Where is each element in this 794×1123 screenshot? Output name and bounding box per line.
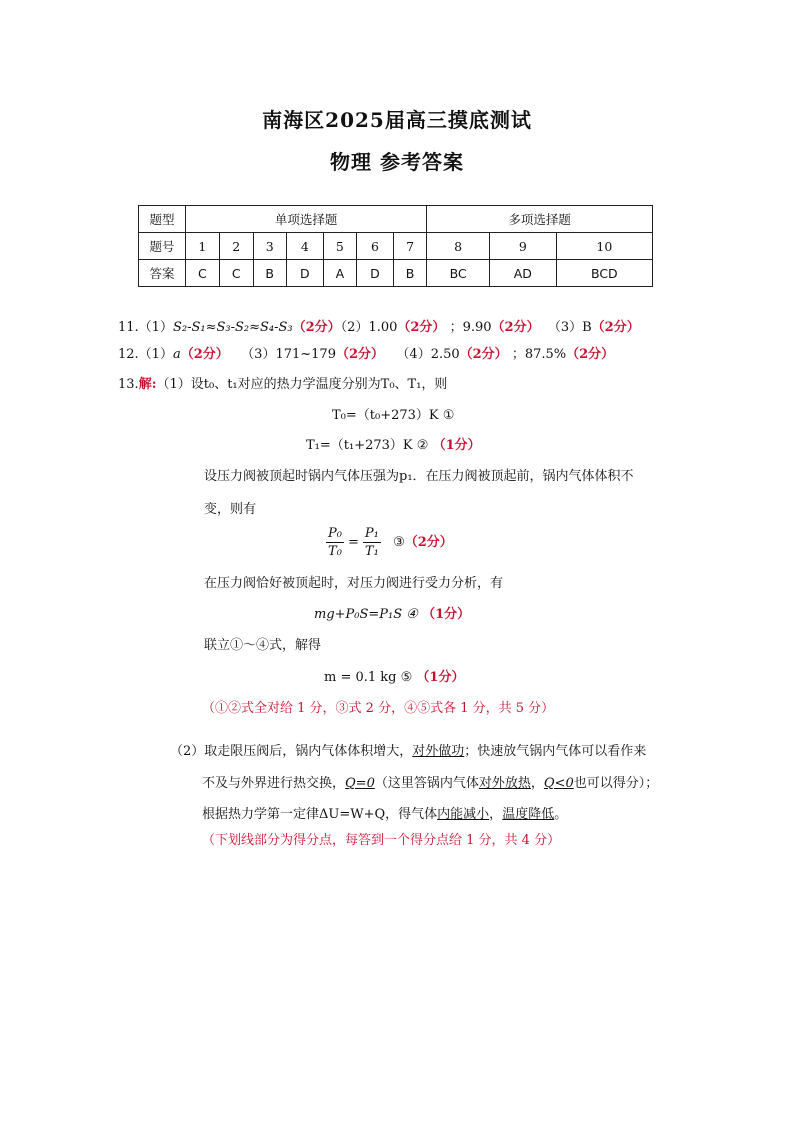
multi-choice-header: 多项选择题 <box>427 206 653 233</box>
score-badge: （1分） <box>432 438 481 453</box>
fraction-denominator: T₀ <box>328 544 342 559</box>
question-number: 6 <box>357 233 394 260</box>
text-span: （2）取走限压阀后，锅内气体体积增大， <box>170 744 413 759</box>
q11-expression: S₂-S₁≈S₃-S₂≈S₄-S₃ <box>172 320 293 335</box>
scoring-point: 内能减小 <box>437 807 490 822</box>
fraction <box>363 525 381 560</box>
table-row <box>139 206 653 233</box>
single-choice-header: 单项选择题 <box>186 206 427 233</box>
equation-5 <box>324 666 464 685</box>
scoring-note: （①②式全对给 1 分，③式 2 分，④⑤式各 1 分，共 5 分） <box>202 701 555 716</box>
text-span: ；快速放气锅内气体可以看作来 <box>464 744 647 759</box>
question-number: 10 <box>556 233 652 260</box>
score-badge: （1分） <box>422 607 471 622</box>
part2-line2 <box>202 772 658 791</box>
q12-part4: （4）2.50 <box>396 347 460 362</box>
score-badge: （2分） <box>459 347 508 362</box>
q11-line <box>118 316 640 335</box>
question-number: 3 <box>253 233 286 260</box>
question-number: 8 <box>427 233 490 260</box>
equation-5-text: m = 0.1 kg ⑤ <box>324 670 413 685</box>
answer-cell: C <box>186 260 220 287</box>
page-subtitle: 物理 参考答案 <box>330 150 464 174</box>
fraction <box>326 525 344 560</box>
scoring-point: 温度降低 <box>502 807 555 822</box>
question-number: 5 <box>323 233 356 260</box>
text-span: 根据热力学第一定律ΔU=W+Q，得气体 <box>202 807 438 822</box>
equals-sign: = <box>347 535 359 550</box>
q13-intro <box>118 373 447 392</box>
question-number: 7 <box>393 233 426 260</box>
q13-intro-text: （1）设t₀、t₁对应的热力学温度分别为T₀、T₁，则 <box>156 377 448 392</box>
row-label: 题号 <box>139 233 186 260</box>
equation-1: T₀=（t₀+273）K ① <box>332 408 455 423</box>
q12-line <box>118 343 614 362</box>
score-badge: （2分） <box>591 320 640 335</box>
equation-3 <box>322 525 453 560</box>
scoring-point: Q=0 <box>345 776 375 791</box>
row-label: 答案 <box>139 260 186 287</box>
answer-cell: B <box>253 260 286 287</box>
table-row <box>139 233 653 260</box>
score-badge: （2分） <box>180 347 229 362</box>
paragraph: 变，则有 <box>204 502 257 517</box>
answer-cell: D <box>286 260 323 287</box>
q13-prefix: 13. <box>118 377 139 392</box>
paragraph: 在压力阀恰好被顶起时，对压力阀进行受力分析，有 <box>204 576 504 591</box>
text-span: 。 <box>554 807 568 822</box>
text-span: ， <box>489 807 503 822</box>
page-title: 南海区2025届高三摸底测试 <box>262 108 532 132</box>
q12-prefix: 12.（1） <box>118 347 173 362</box>
q12-answer-a: a <box>172 347 181 362</box>
fraction-numerator: P₀ <box>328 526 342 541</box>
score-badge: （2分） <box>566 347 615 362</box>
part2-line1 <box>170 740 646 759</box>
score-badge: （2分） <box>292 320 341 335</box>
answer-table <box>138 205 653 287</box>
score-badge: （1分） <box>416 670 465 685</box>
paragraph: 联立①～④式，解得 <box>204 638 322 653</box>
q11-part2: （2）1.00 <box>340 320 398 335</box>
q11-part3: （3）B <box>547 320 592 335</box>
score-badge: （2分） <box>491 320 540 335</box>
fraction-denominator: T₁ <box>364 544 379 559</box>
text-span: 不及与外界进行热交换， <box>202 776 346 791</box>
text-span: （这里答锅内气体 <box>374 776 479 791</box>
equation-4-text: mg+P₀S=P₁S ④ <box>314 607 418 622</box>
q11-part2b: ；9.90 <box>449 320 492 335</box>
scoring-point: 对外放热 <box>478 776 531 791</box>
paragraph: 设压力阀被顶起时锅内气体压强为p₁．在压力阀被顶起前，锅内气体体积不 <box>204 469 634 484</box>
part2-line3 <box>202 803 567 822</box>
answer-cell: C <box>219 260 253 287</box>
answer-cell: BC <box>427 260 490 287</box>
text-span: ， <box>530 776 544 791</box>
q12-part3: （3）171~179 <box>241 347 336 362</box>
score-badge: （2分） <box>404 535 453 550</box>
question-number: 1 <box>186 233 220 260</box>
q11-prefix: 11.（1） <box>118 320 173 335</box>
scoring-note: （下划线部分为得分点，每答到一个得分点给 1 分，共 4 分） <box>202 833 561 848</box>
question-number: 4 <box>286 233 323 260</box>
answer-cell: D <box>357 260 394 287</box>
question-number: 9 <box>490 233 557 260</box>
equation-2-text: T₁=（t₁+273）K ② <box>306 438 429 453</box>
answer-cell: BCD <box>556 260 652 287</box>
score-badge: （2分） <box>335 347 385 362</box>
text-span: 也可以得分）； <box>573 776 659 791</box>
scoring-point: 对外做功 <box>412 744 465 759</box>
table-row <box>139 260 653 287</box>
row-label: 题型 <box>139 206 186 233</box>
answer-cell: A <box>323 260 356 287</box>
equation-marker: ③ <box>393 535 405 550</box>
equation-2 <box>306 434 481 453</box>
equation-4 <box>314 603 470 622</box>
question-number: 2 <box>219 233 253 260</box>
fraction-numerator: P₁ <box>364 526 379 541</box>
answer-cell: B <box>393 260 426 287</box>
solution-label: 解: <box>138 377 157 392</box>
answer-cell: AD <box>490 260 557 287</box>
scoring-point: Q<0 <box>543 776 574 791</box>
q12-part4b: ；87.5% <box>511 347 567 362</box>
score-badge: （2分） <box>397 320 446 335</box>
